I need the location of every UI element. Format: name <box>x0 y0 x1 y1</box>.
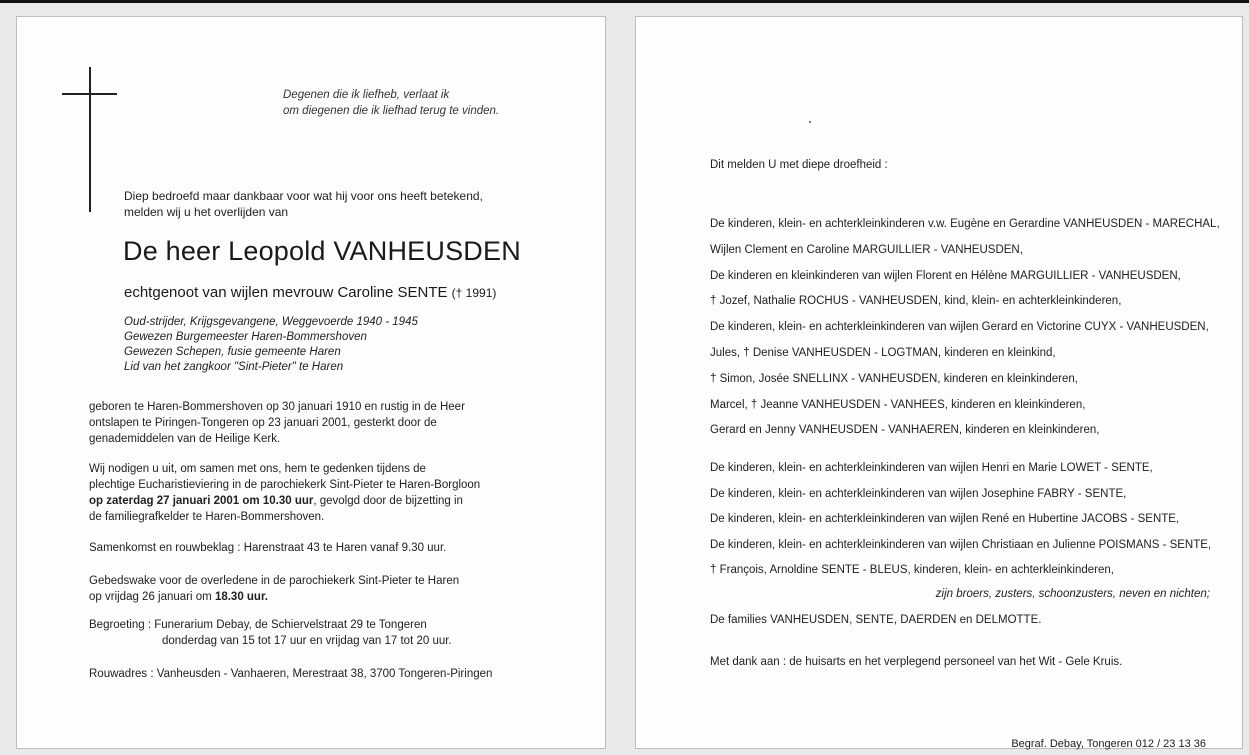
list-item: De kinderen en kleinkinderen van wijlen Florent en Hélène MARGUILLIER - VANHEUSDEN, <box>710 269 1181 282</box>
list-item: † François, Arnoldine SENTE - BLEUS, kinderen, klein- en achterkleinkinderen, <box>710 564 1114 577</box>
mourning-address: Rouwadres : Vanheusden - Vanhaeren, Merestraat 38, 3700 Tongeren-Piringen <box>89 668 493 680</box>
invitation-paragraph <box>89 461 480 525</box>
list-item: De kinderen, klein- en achterkleinkinderen v.w. Eugène en Gerardine VANHEUSDEN - MARECHAL, <box>710 218 1220 230</box>
list-item: Gerard en Jenny VANHEUSDEN - VANHAEREN, kinderen en kleinkinderen, <box>710 424 1100 437</box>
list-item: Marcel, † Jeanne VANHEUSDEN - VANHEES, kinderen en kleinkinderen, <box>710 398 1086 411</box>
wake-time: 18.30 uur. <box>214 591 268 603</box>
funeral-home-footer: Begraf. Debay, Tongeren 012 / 23 13 36 <box>1011 738 1206 750</box>
title-line: Gewezen Schepen, fusie gemeente Haren <box>124 346 341 358</box>
paragraph-line <box>89 493 480 509</box>
intro-line: melden wij u het overlijden van <box>124 205 289 219</box>
list-item: Wijlen Clement en Caroline MARGUILLIER - VANHEUSDEN, <box>710 243 1023 256</box>
title-line: Oud-strijder, Krijgsgevangene, Weggevoerde 1940 - 1945 <box>124 316 418 328</box>
paragraph-line: genademiddelen van de Heilige Kerk. <box>89 433 281 445</box>
motto <box>283 87 499 119</box>
titles <box>124 315 418 375</box>
list-item: De kinderen, klein- en achterkleinkinderen van wijlen Gerard en Victorine CUYX - VANHEUSDEN, <box>710 321 1209 334</box>
gathering-line: Samenkomst en rouwbeklag : Harenstraat 43 te Haren vanaf 9.30 uur. <box>89 542 447 554</box>
list-item: † Jozef, Nathalie ROCHUS - VANHEUSDEN, kind, klein- en achterkleinkinderen, <box>710 295 1122 308</box>
paragraph-line <box>89 589 459 605</box>
right-page <box>635 16 1243 749</box>
title-line: Gewezen Burgemeester Haren-Bommershoven <box>124 331 367 343</box>
motto-line: Degenen die ik liefheb, verlaat ik <box>283 89 450 101</box>
title-line: Lid van het zangkoor "Sint-Pieter" te Haren <box>124 361 344 373</box>
greeting-paragraph <box>89 617 452 649</box>
families-line: De families VANHEUSDEN, SENTE, DAERDEN en DELMOTTE. <box>710 614 1042 626</box>
cross-icon-horizontal <box>62 93 117 95</box>
list-item: De kinderen, klein- en achterkleinkinderen van wijlen Christiaan en Julienne POISMANS - SENTE, <box>710 538 1212 551</box>
paragraph-line: geboren te Haren-Bommershoven op 30 januari 1910 en rustig in de Heer <box>89 401 465 413</box>
thanks-line: Met dank aan : de huisarts en het verplegend personeel van het Wit - Gele Kruis. <box>710 656 1123 668</box>
paragraph-line: Gebedswake voor de overledene in de parochiekerk Sint-Pieter te Haren <box>89 575 460 587</box>
list-item: † Simon, Josée SNELLINX - VANHEUSDEN, kinderen en kleinkinderen, <box>710 372 1078 385</box>
intro-text <box>124 188 483 220</box>
paragraph-line: Begroeting : Funerarium Debay, de Schiervelstraat 29 te Tongeren <box>89 619 427 631</box>
spouse-line <box>124 284 496 301</box>
list-item: Jules, † Denise VANHEUSDEN - LOGTMAN, kinderen en kleinkind, <box>710 346 1056 359</box>
birth-death-paragraph <box>89 399 465 447</box>
cross-icon-vertical <box>89 67 91 212</box>
siblings-note: zijn broers, zusters, schoonzusters, neven en nichten; <box>935 588 1210 600</box>
intro-line: Diep bedroefd maar dankbaar voor wat hij voor ons heeft betekend, <box>124 189 483 203</box>
list-item: De kinderen, klein- en achterkleinkinderen van wijlen Josephine FABRY - SENTE, <box>710 487 1127 500</box>
paragraph-text: , gevolgd door de bijzetting in <box>313 495 463 507</box>
list-item: De kinderen, klein- en achterkleinkinderen van wijlen René en Hubertine JACOBS - SENTE, <box>710 513 1180 526</box>
deceased-name: De heer Leopold VANHEUSDEN <box>123 236 521 266</box>
spouse-death-year: († 1991) <box>451 286 497 300</box>
paragraph-line: plechtige Eucharistieviering in de parochiekerk Sint-Pieter te Haren-Borgloon <box>89 479 481 491</box>
list-item: De kinderen, klein- en achterkleinkinderen van wijlen Henri en Marie LOWET - SENTE, <box>710 462 1153 474</box>
speck <box>809 121 811 123</box>
wake-paragraph <box>89 573 459 605</box>
spouse-text: echtgenoot van wijlen mevrouw Caroline SENTE <box>124 284 448 301</box>
left-page <box>16 16 606 749</box>
paragraph-line: ontslapen te Piringen-Tongeren op 23 januari 2001, gesterkt door de <box>89 417 437 429</box>
family-list-vanheusden <box>710 216 1220 448</box>
service-datetime: op zaterdag 27 januari 2001 om 10.30 uur <box>89 495 314 507</box>
scan-top-edge <box>0 0 1249 3</box>
paragraph-text: op vrijdag 26 januari om <box>89 591 215 603</box>
paragraph-line: donderdag van 15 tot 17 uur en vrijdag van 17 tot 20 uur. <box>162 635 452 647</box>
paragraph-line: de familiegrafkelder te Haren-Bommershoven. <box>89 511 325 523</box>
motto-line: om diegenen die ik liefhad terug te vinden. <box>283 105 500 117</box>
announcement-header: Dit melden U met diepe droefheid : <box>710 159 888 171</box>
paragraph-line: Wij nodigen u uit, om samen met ons, hem te gedenken tijdens de <box>89 463 426 475</box>
family-list-sente <box>710 460 1211 588</box>
